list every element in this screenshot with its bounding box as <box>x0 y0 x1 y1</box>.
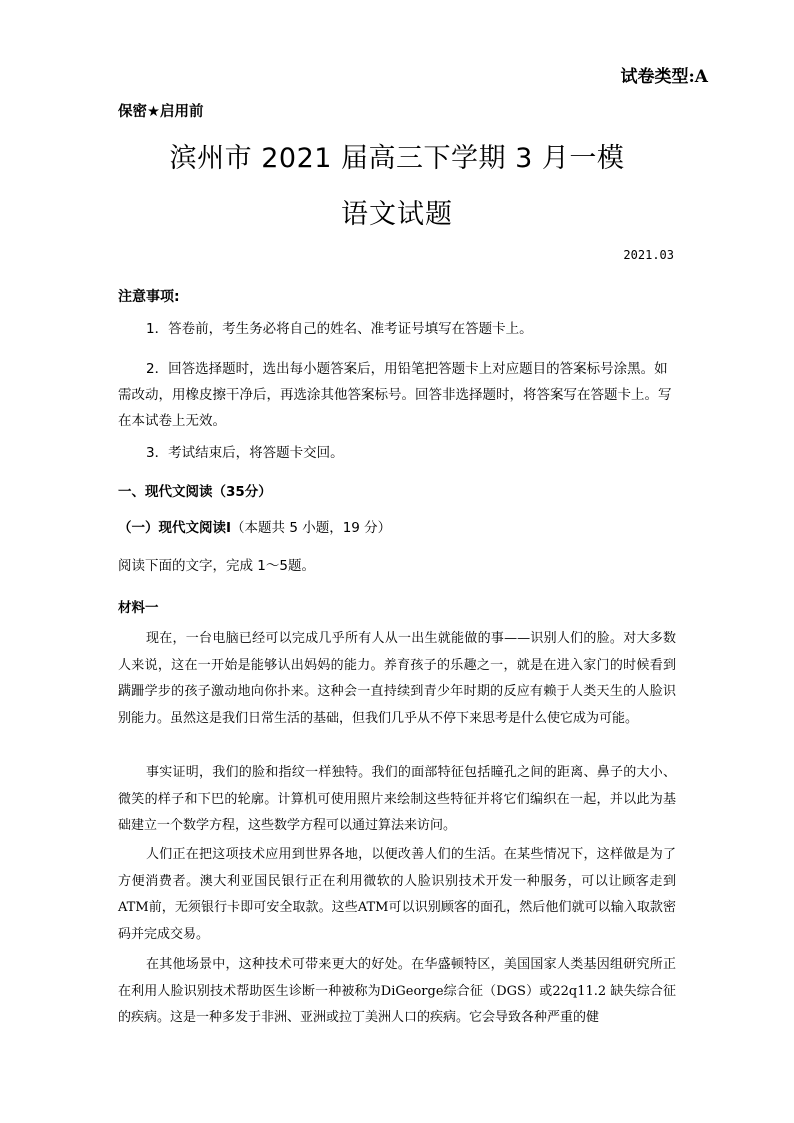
exam-date: 2021.03 <box>623 248 674 262</box>
page-subtitle: 语文试题 <box>341 199 453 230</box>
subsection-title: （一）现代文阅读Ⅰ <box>118 520 232 536</box>
section-heading: 一、现代文阅读（35分） <box>118 484 272 500</box>
page-title: 滨州市 2021 届高三下学期 3 月一模 <box>169 143 625 174</box>
note-item-3: 3．考试结束后，将答题卡交回。 <box>146 445 344 461</box>
paragraph-4: 在其他场景中，这种技术可带来更大的好处。在华盛顿特区，美国国家人类基因组研究所正在利用人脸识别技术帮助医生诊断一种被称为DiGeorge综合征（DGS）或22q11.2 缺失综合征的疾病。这是一种多发于非洲、亚洲或拉丁美洲人口的疾病。它会导致各种严重的健 <box>118 957 676 1025</box>
paragraph-1: 现在，一台电脑已经可以完成几乎所有人从一出生就能做的事——识别人们的脸。对大多数人来说，这在一开始是能够认出妈妈的能力。养育孩子的乐趣之一，就是在进入家门的时候看到蹒跚学步的孩子激动地向你扑来。这种会一直持续到青少年时期的反应有赖于人类天生的人脸识别能力。虽然这是我们日常生活的基础，但我们几乎从不停下来思考是什么使它成为可能。 <box>118 631 676 726</box>
exam-type-label: 试卷类型:A <box>620 67 708 87</box>
note-item-2: 2．回答选择题时，选出每小题答案后，用铅笔把答题卡上对应题目的答案标号涂黑。如需改动，用橡皮擦干净后，再选涂其他答案标号。回答非选择题时，将答案写在答题卡上。写在本试卷上无效。 <box>118 361 672 429</box>
confidential-mark: 保密★启用前 <box>118 104 204 120</box>
paragraph-3: 人们正在把这项技术应用到世界各地，以便改善人们的生活。在某些情况下，这样做是为了方便消费者。澳大利亚国民银行正在利用微软的人脸识别技术开发一种服务，可以让顾客走到ATM前，无须银行卡即可安全取款。这些ATM可以识别顾客的面孔，然后他们就可以输入取款密码并完成交易。 <box>118 847 676 942</box>
material-label: 材料一 <box>118 600 159 616</box>
paragraph-2: 事实证明，我们的脸和指纹一样独特。我们的面部特征包括瞳孔之间的距离、鼻子的大小、微笑的样子和下巴的轮廓。计算机可使用照片来绘制这些特征并将它们编织在一起，并以此为基础建立一个数学方程，这些数学方程可以通过算法来访问。 <box>118 765 676 833</box>
notes-heading: 注意事项: <box>118 289 180 305</box>
note-item-1: 1．答卷前，考生务必将自己的姓名、准考证号填写在答题卡上。 <box>146 321 533 337</box>
subsection-info: （本题共 5 小题，19 分） <box>231 520 392 536</box>
reading-instruction: 阅读下面的文字，完成 1～5题。 <box>118 558 315 574</box>
subsection-heading <box>118 516 391 536</box>
